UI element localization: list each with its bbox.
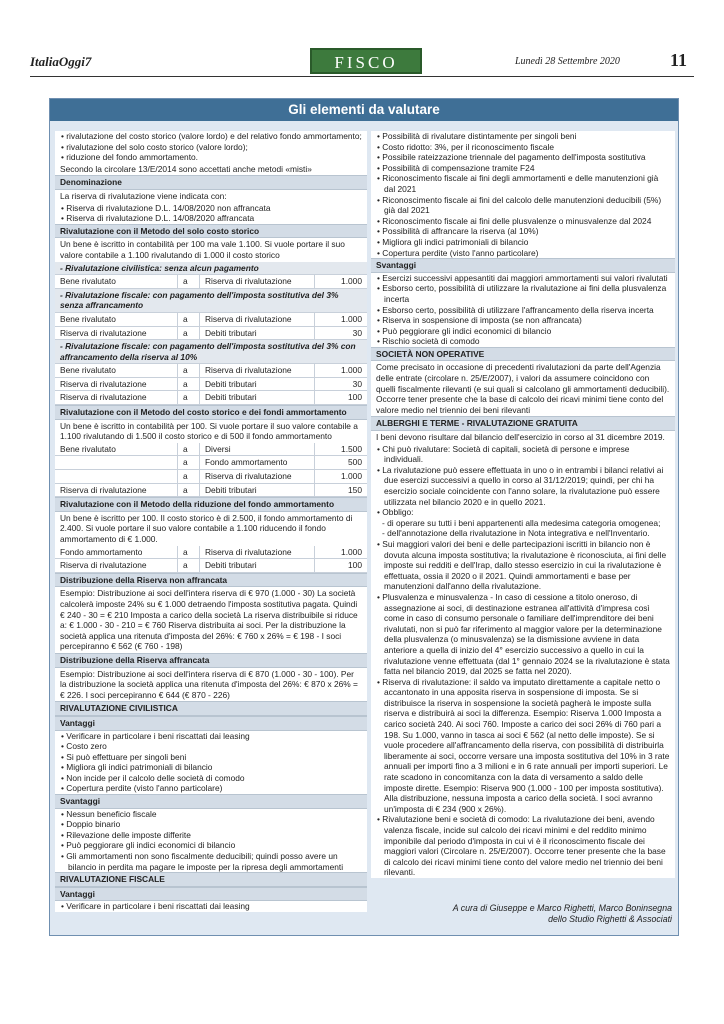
- entry-cell: a: [177, 559, 199, 572]
- list-item: • Rilevazione delle imposte differite: [55, 830, 367, 841]
- masthead: [30, 48, 694, 74]
- entry-cell: Debiti tributari: [199, 559, 314, 572]
- entry-cell: Riserva di rivalutazione: [199, 275, 314, 288]
- entry-cell: a: [177, 378, 199, 391]
- list-item: • Possibilità di compensazione tramite F24: [371, 163, 675, 174]
- list-item: • Riserva di rivalutazione D.L. 14/08/2020 non affrancata: [55, 203, 367, 214]
- entry-cell: [55, 456, 177, 469]
- entry-cell: Bene rivalutato: [60, 276, 116, 287]
- list-item: • Riconoscimento fiscale ai fini del calcolo delle manutenzioni deducibili (5%) già dal 2021: [371, 195, 675, 216]
- entry-cell: Riserva di rivalutazione: [60, 327, 147, 338]
- entry-cell: 30: [314, 327, 367, 340]
- list-item: • Sui maggiori valori dei beni e delle partecipazioni iscritti in bilancio non è dovuta alcuna imposta sostitutiva; la rivalutazione è riconosciuta, ai fini delle imposte sui redditi e dell'Irap, dallo stesso esercizio in cui la rivalutazione è effettuata, ossia il 2020 o il 2021. Quindi ammortamenti e base per manutenzioni dall'anno della rivalutazione.: [371, 539, 675, 592]
- list-item: • Possibile rateizzazione triennale del pagamento dell'imposta sostitutiva: [371, 152, 675, 163]
- section-heading: Rivalutazione con il Metodo del solo costo storico: [55, 224, 367, 239]
- entry-cell: a: [177, 443, 199, 456]
- newspaper-logo: ItaliaOggi7: [30, 54, 92, 69]
- journal-entry-row: [55, 313, 367, 327]
- dash-item: - di operare su tutti i beni appartenenti alla medesima categoria omogenea;: [371, 518, 675, 529]
- list-item: • Costo zero: [55, 741, 367, 752]
- subsection-heading: - Rivalutazione fiscale: con pagamento dell'imposta sostitutiva del 3% con affrancamento della riserva al 10%: [55, 340, 367, 364]
- list-item: • Copertura perdite (visto l'anno particolare): [371, 248, 675, 259]
- paragraph: Secondo la circolare 13/E/2014 sono accettati anche metodi «misti»: [60, 163, 312, 174]
- section-heading: RIVALUTAZIONE CIVILISTICA: [55, 701, 367, 716]
- entry-cell: Fondo ammortamento: [60, 546, 143, 557]
- list-item: • Plusvalenza e minusvalenza - In caso di cessione a titolo oneroso, di assegnazione ai soci, di destinazione estranea all'attività d'impresa così come in caso di consumo personale o familiare dell'imprenditore dei beni rivalutati, non si può far riferimento al maggior valore per la determinazione della plusvalenza (o minusvalenza) se la dismissione avviene in data anteriore a quella di inizio del 4° esercizio successivo a quello in cui la rivalutazione venne effettuata (dal 1° gennaio 2024 se la rivalutazione è stata fatta nel bilancio 2019, dal 2025 se fatta nel 2020).: [371, 592, 675, 677]
- entry-cell: Bene rivalutato: [60, 365, 116, 376]
- entry-cell: Riserva di rivalutazione: [199, 470, 314, 483]
- issue-date: Lunedì 28 Settembre 2020: [515, 56, 620, 67]
- journal-entry-row: [55, 546, 367, 560]
- section-heading: Vantaggi: [55, 887, 367, 902]
- list-item: • Migliora gli indici patrimoniali di bilancio: [55, 762, 367, 773]
- list-item: • Verificare in particolare i beni riscattati dai leasing: [55, 901, 367, 912]
- journal-entry-row: [55, 378, 367, 392]
- right-column: [371, 131, 675, 878]
- section-heading: Rivalutazione con il Metodo del costo storico e dei fondi ammortamento: [55, 405, 367, 420]
- list-item: • Nessun beneficio fiscale: [55, 809, 367, 820]
- section-heading: Svantaggi: [371, 258, 675, 273]
- list-item: • Non incide per il calcolo delle società di comodo: [55, 773, 367, 784]
- paragraph: Un bene è iscritto in contabilità per 100 ma vale 1.100. Si vuole portare il suo valore contabile a 1.100 rivalutando di 1.000 il costo storico: [60, 239, 345, 260]
- article-box: [49, 98, 679, 936]
- section-heading: Distribuzione della Riserva affrancata: [55, 653, 367, 668]
- entry-cell: 100: [314, 559, 367, 572]
- left-column: [55, 131, 367, 912]
- paragraph: La riserva di rivalutazione viene indicata con:: [60, 190, 227, 201]
- list-item: • Può peggiorare gli indici economici di bilancio: [55, 840, 367, 851]
- paragraph: I beni devono risultare dal bilancio dell'esercizio in corso al 31 dicembre 2019.: [376, 432, 665, 443]
- entry-cell: 1.000: [314, 275, 367, 288]
- list-item: • Esborso certo, possibilità di utilizzare la rivalutazione ai fini della plusvalenza incerta: [371, 283, 675, 304]
- entry-cell: a: [177, 456, 199, 469]
- subsection-heading: - Rivalutazione civilistica: senza alcun pagamento: [55, 262, 367, 276]
- entry-cell: 1.000: [314, 364, 367, 377]
- entry-cell: 500: [314, 456, 367, 469]
- entry-cell: 1.500: [314, 443, 367, 456]
- credit-line-2: dello Studio Righetti & Associati: [548, 914, 672, 924]
- credit: [376, 903, 672, 925]
- section-heading: Svantaggi: [55, 794, 367, 809]
- list-item: • Riserva di rivalutazione D.L. 14/08/2020 affrancata: [55, 213, 367, 224]
- entry-cell: a: [177, 470, 199, 483]
- paragraph: Un bene è iscritto in contabilità per 100. Si vuole portare il suo valore contabile a 1.100 rivalutando di 1.500 il costo storico e di 500 il fondo ammortamento: [60, 420, 358, 442]
- list-item: • Verificare in particolare i beni riscattati dai leasing: [55, 731, 367, 742]
- entry-cell: a: [177, 313, 199, 326]
- entry-cell: Debiti tributari: [199, 327, 314, 340]
- entry-cell: Bene rivalutato: [60, 313, 116, 324]
- entry-cell: Fondo ammortamento: [199, 456, 314, 469]
- list-item: • Riconoscimento fiscale ai fini delle plusvalenze o minusvalenze dal 2024: [371, 216, 675, 227]
- section-title: FISCO: [310, 48, 422, 74]
- entry-cell: a: [177, 364, 199, 377]
- entry-cell: Riserva di rivalutazione: [60, 378, 147, 389]
- list-item: • Gli ammortamenti non sono fiscalmente deducibili; quindi posso avere un bilancio in perdita ma pagare le imposte per la ripresa degli ammortamenti: [55, 851, 367, 872]
- entry-cell: 1.000: [314, 546, 367, 559]
- subsection-heading: - Rivalutazione fiscale: con pagamento dell'imposta sostitutiva del 3% senza affrancamento: [55, 289, 367, 313]
- list-item: • Obbligo:: [371, 507, 675, 518]
- list-item: • Può peggiorare gli indici economici di bilancio: [371, 326, 675, 337]
- entry-cell: Bene rivalutato: [60, 443, 116, 454]
- list-item: • Costo ridotto: 3%, per il riconoscimento fiscale: [371, 142, 675, 153]
- entry-cell: a: [177, 546, 199, 559]
- entry-cell: 150: [314, 484, 367, 497]
- entry-cell: Riserva di rivalutazione: [60, 392, 147, 403]
- entry-cell: Debiti tributari: [199, 391, 314, 404]
- journal-entry-row: [55, 470, 367, 484]
- list-item: • Si può effettuare per singoli beni: [55, 752, 367, 763]
- entry-cell: a: [177, 275, 199, 288]
- section-heading: SOCIETÀ NON OPERATIVE: [371, 347, 675, 362]
- entry-cell: Riserva di rivalutazione: [60, 484, 147, 495]
- section-heading: Denominazione: [55, 175, 367, 190]
- list-item: • rivalutazione del costo storico (valore lordo) e del relativo fondo ammortamento;: [55, 131, 367, 142]
- paragraph: Esempio: Distribuzione ai soci dell'intera riserva di € 970 (1.000 - 30) La società calcolerà imposte 24% su € 1.000 detraendo l'imposta sostitutiva pagata. Quindi € 240 - 30 = € 210 Imposta a carico della società La riserva distribuibile si riduce a: € 1.000 - 30 - 210 = € 760 Riserva distribuita ai soci. Per la distribuzione la società applica una ritenuta d'imposta del 26%: € 760 x 26% = € 198 - I soci percepiranno € 562 (€ 760 - 198): [60, 588, 358, 652]
- journal-entry-row: [55, 559, 367, 573]
- entry-cell: a: [177, 484, 199, 497]
- entry-cell: a: [177, 391, 199, 404]
- list-item: • Possibilità di rivalutare distintamente per singoli beni: [371, 131, 675, 142]
- list-item: • rivalutazione del solo costo storico (valore lordo);: [55, 142, 367, 153]
- section-heading: ALBERGHI E TERME - RIVALUTAZIONE GRATUITA: [371, 416, 675, 431]
- journal-entry-row: [55, 275, 367, 289]
- section-heading: Vantaggi: [55, 716, 367, 731]
- section-heading: RIVALUTAZIONE FISCALE: [55, 872, 367, 887]
- entry-cell: 30: [314, 378, 367, 391]
- dash-item: - dell'annotazione della rivalutazione in Nota integrativa e nell'Inventario.: [371, 528, 675, 539]
- entry-cell: Debiti tributari: [199, 484, 314, 497]
- journal-entry-row: [55, 364, 367, 378]
- entry-cell: a: [177, 327, 199, 340]
- section-heading: Rivalutazione con il Metodo della riduzione del fondo ammortamento: [55, 497, 367, 512]
- entry-cell: Riserva di rivalutazione: [199, 546, 314, 559]
- journal-entry-row: [55, 456, 367, 470]
- list-item: • Riserva in sospensione di imposta (se non affrancata): [371, 315, 675, 326]
- journal-entry-row: [55, 391, 367, 405]
- journal-entry-row: [55, 484, 367, 498]
- list-item: • La rivalutazione può essere effettuata in uno o in entrambi i bilanci relativi ai due esercizi successivi a quello in corso al 31/12/2019; quindi, per chi ha esercizio sociale coincidente con l'anno solare, la rivalutazione può essere utilizzata nel bilancio 2020 e in quello 2021.: [371, 465, 675, 507]
- entry-cell: [55, 470, 177, 483]
- list-item: • Copertura perdite (visto l'anno particolare): [55, 783, 367, 794]
- entry-cell: Riserva di rivalutazione: [60, 560, 147, 571]
- entry-cell: 100: [314, 391, 367, 404]
- credit-line-1: A cura di Giuseppe e Marco Righetti, Marco Boninsegna: [452, 903, 672, 913]
- list-item: • Migliora gli indici patrimoniali di bilancio: [371, 237, 675, 248]
- entry-cell: Diversi: [199, 443, 314, 456]
- paragraph: Un bene è iscritto per 100. Il costo storico è di 2.500, il fondo ammortamento di 2.400. Si vuole portare il suo valore contabile a 1.100 riducendo il fondo ammortamento di € 1.000.: [60, 512, 353, 544]
- list-item: • Rischio società di comodo: [371, 336, 675, 347]
- entry-cell: Riserva di rivalutazione: [199, 313, 314, 326]
- journal-entry-row: [55, 443, 367, 457]
- list-item: • Riserva di rivalutazione: il saldo va imputato direttamente a capitale netto o accantonato in una apposita riserva in sospensione di imposta. Se si distribuisce la riserva in sospensione la società pagherà le imposte sulla riserva e distribuirà ai soci la differenza. Esempio: Riserva 1.000 Imposta a carico società 240. Ai soci 760. Imposte a carico dei soci 26% di 760 pari a 198. Su 1.000, vanno in tasca ai soci € 562 (al netto delle imposte). Se si vuole procedere all'affrancamento della riserva, con possibilità di distribuirla liberamente ai soci, occorre versare una imposta sostitutiva del 10% in 3 rate annuali per importi fino a 3 milioni e in 6 rate annuali per importi superiori. Le rate scadono in concomitanza con la data di versamento a saldo delle imposte dirette. Esempio: Riserva 900 (1.000 - 100 per imposta sostitutiva). Alla distribuzione, nessuna imposta a carico della società. I soci avranno un'imposta di € 234 (900 x 26%).: [371, 677, 675, 815]
- section-heading: Distribuzione della Riserva non affrancata: [55, 573, 367, 588]
- list-item: • Chi può rivalutare: Società di capitali, società di persone e imprese individuali.: [371, 444, 675, 465]
- list-item: • Esborso certo, possibilità di utilizzare l'affrancamento della riserva incerta: [371, 305, 675, 316]
- entry-cell: Riserva di rivalutazione: [199, 364, 314, 377]
- header-rule: [30, 76, 694, 77]
- paragraph: Esempio: Distribuzione ai soci dell'intera riserva di € 870 (1.000 - 30 - 100). Per la distribuzione la società applica una ritenuta d'imposta del 26%: € 870 x 26% = € 226. I soci percepiranno € 644 (€ 870 - 226): [60, 668, 358, 700]
- list-item: • Possibilità di affrancare la riserva (al 10%): [371, 226, 675, 237]
- list-item: • riduzione del fondo ammortamento.: [55, 152, 367, 163]
- paragraph: Come precisato in occasione di precedenti rivalutazioni da parte dell'Agenzia delle entrate (circolare n. 25/E/2007), i valori da assumere coincidono con quelli fiscalmente rilevanti (e sui quali si calcolano gli ammortamenti deducibili). Occorre tener presente che la base di calcolo dei ricavi minimi tiene conto del valore medio nel triennio dei beni rilevanti: [376, 362, 670, 415]
- list-item: • Doppio binario: [55, 819, 367, 830]
- list-item: • Riconoscimento fiscale ai fini degli ammortamenti e delle manutenzioni già dal 2021: [371, 173, 675, 194]
- page-number: 11: [670, 50, 688, 70]
- journal-entry-row: [55, 327, 367, 341]
- list-item: • Rivalutazione beni e società di comodo: La rivalutazione dei beni, avendo valenza fiscale, incide sul calcolo dei ricavi minimi e del reddito minimo imponibile dal periodo d'imposta in cui vi è il riconoscimento fiscale dei maggiori valori (Circolare n. 25/E/2007). Occorre tener presente che la base di calcolo dei ricavi minimi tiene conto del valore medio nel triennio dei beni rilevanti.: [371, 814, 675, 878]
- box-title: Gli elementi da valutare: [50, 99, 678, 121]
- entry-cell: Debiti tributari: [199, 378, 314, 391]
- entry-cell: 1.000: [314, 470, 367, 483]
- list-item: • Esercizi successivi appesantiti dai maggiori ammortamenti sui valori rivalutati: [371, 273, 675, 284]
- entry-cell: 1.000: [314, 313, 367, 326]
